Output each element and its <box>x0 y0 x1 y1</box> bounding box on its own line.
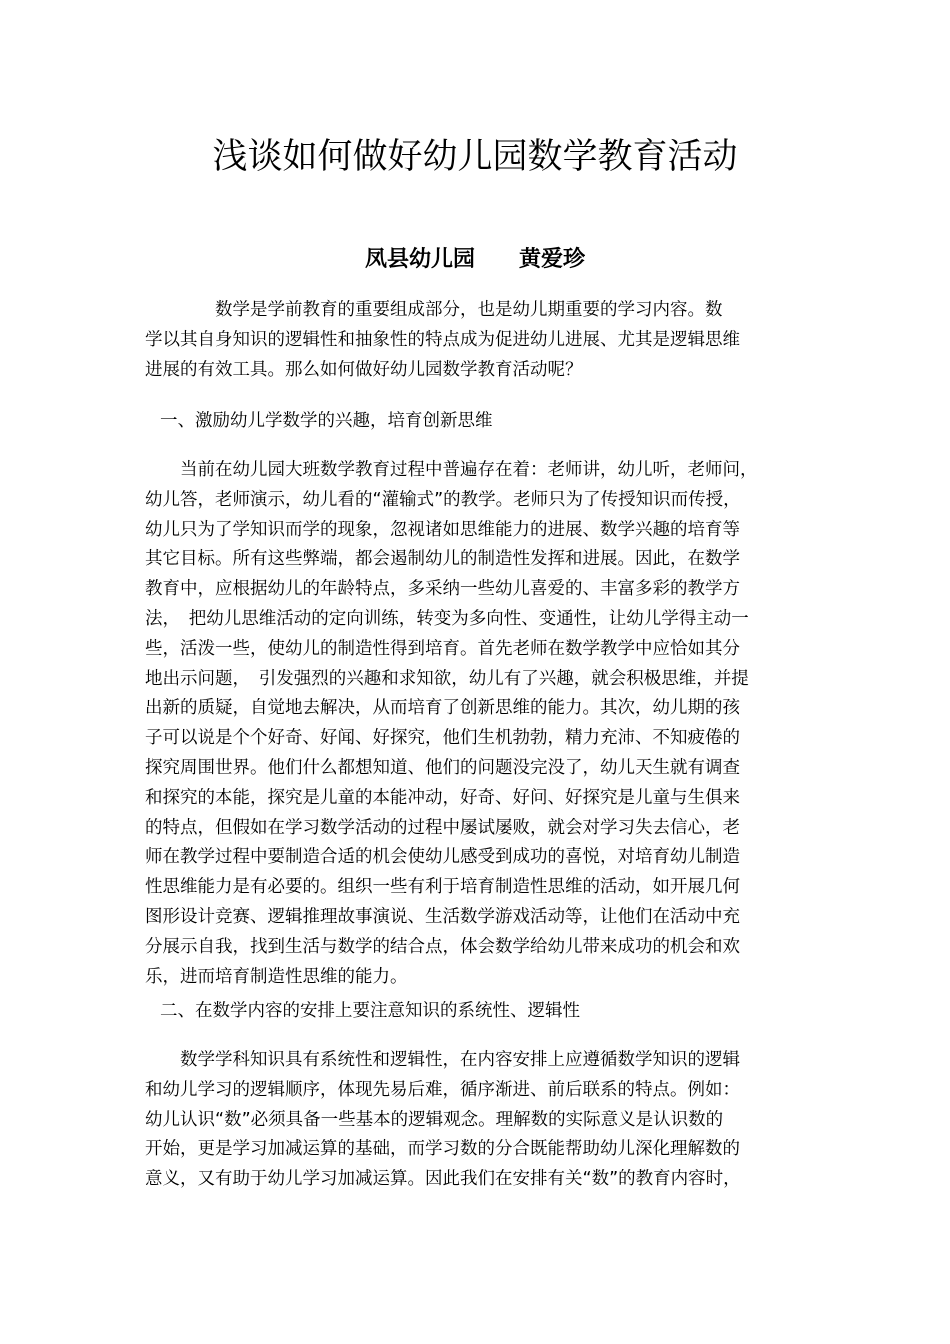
text-line: 法， 把幼儿思维活动的定向训练，转变为多向性、变通性，让幼儿学得主动一 <box>145 608 749 629</box>
text-line: 学以其自身知识的逻辑性和抽象性的特点成为促进幼儿进展、尤其是逻辑思维 <box>145 329 740 350</box>
text-line: 图形设计竞赛、逻辑推理故事演说、生活数学游戏活动等，让他们在活动中充 <box>145 906 740 927</box>
author-byline: 凤县幼儿园 黄爱珍 <box>364 247 585 272</box>
text-line: 出新的质疑，自觉地去解决，从而培育了创新思维的能力。其次，幼儿期的孩 <box>145 698 740 719</box>
section-heading-2: 二、在数学内容的安排上要注意知识的系统性、逻辑性 <box>160 1001 580 1021</box>
text-line: 数学学科知识具有系统性和逻辑性，在内容安排上应遵循数学知识的逻辑 <box>145 1050 740 1070</box>
text-line: 意义，又有助于幼儿学习加减运算。因此我们在安排有关“数”的教育内容时， <box>145 1169 741 1190</box>
text-line: 师在教学过程中要制造合适的机会使幼儿感受到成功的喜悦，对培育幼儿制造 <box>145 847 740 868</box>
text-line: 数学是学前教育的重要组成部分，也是幼儿期重要的学习内容。数 <box>145 300 723 320</box>
text-line: 进展的有效工具。那么如何做好幼儿园数学教育活动呢？ <box>145 359 583 380</box>
text-line: 开始，更是学习加减运算的基础，而学习数的分合既能帮助幼儿深化理解数的 <box>145 1139 740 1160</box>
text-line: 子可以说是个个好奇、好闻、好探究，他们生机勃勃，精力充沛、不知疲倦的 <box>145 728 740 749</box>
text-line: 分展示自我，找到生活与数学的结合点，体会数学给幼儿带来成功的机会和欢 <box>145 936 740 957</box>
text-line: 乐，进而培育制造性思维的能力。 <box>145 966 408 987</box>
text-line: 性思维能力是有必要的。组织一些有利于培育制造性思维的活动，如开展几何 <box>145 877 740 898</box>
text-line: 幼儿只为了学知识而学的现象，忽视诸如思维能力的进展、数学兴趣的培育等 <box>145 519 740 540</box>
text-line: 当前在幼儿园大班数学教育过程中普遍存在着：老师讲，幼儿听，老师问， <box>145 460 758 480</box>
text-line: 教育中，应根据幼儿的年龄特点，多采纳一些幼儿喜爱的、丰富多彩的教学方 <box>145 579 740 600</box>
section-1-paragraph <box>145 456 807 992</box>
text-line: 探究周围世界。他们什么都想知道、他们的问题没完没了，幼儿天生就有调查 <box>145 757 740 778</box>
section-2-paragraph <box>145 1046 807 1195</box>
text-line: 其它目标。所有这些弊端，都会遏制幼儿的制造性发挥和进展。因此，在数学 <box>145 549 740 570</box>
text-line: 和探究的本能，探究是儿童的本能冲动，好奇、好问、好探究是儿童与生俱来 <box>145 787 740 808</box>
intro-paragraph <box>145 296 807 385</box>
text-line: 的特点，但假如在学习数学活动的过程中屡试屡败，就会对学习失去信心，老 <box>145 817 740 838</box>
text-line: 和幼儿学习的逻辑顺序，体现先易后难，循序渐进、前后联系的特点。例如： <box>145 1079 740 1100</box>
document-title: 浅谈如何做好幼儿园数学教育活动 <box>212 137 738 177</box>
text-line: 地出示问题， 引发强烈的兴趣和求知欲，幼儿有了兴趣，就会积极思维，并提 <box>145 668 749 689</box>
section-heading-1: 一、激励幼儿学数学的兴趣，培育创新思维 <box>160 411 493 431</box>
text-line: 幼儿认识“数”必须具备一些基本的逻辑观念。理解数的实际意义是认识数的 <box>145 1109 724 1130</box>
text-line: 些，活泼一些，使幼儿的制造性得到培育。首先老师在数学教学中应恰如其分 <box>145 638 740 659</box>
text-line: 幼儿答，老师演示，幼儿看的“灌输式”的教学。老师只为了传授知识而传授， <box>145 489 741 510</box>
